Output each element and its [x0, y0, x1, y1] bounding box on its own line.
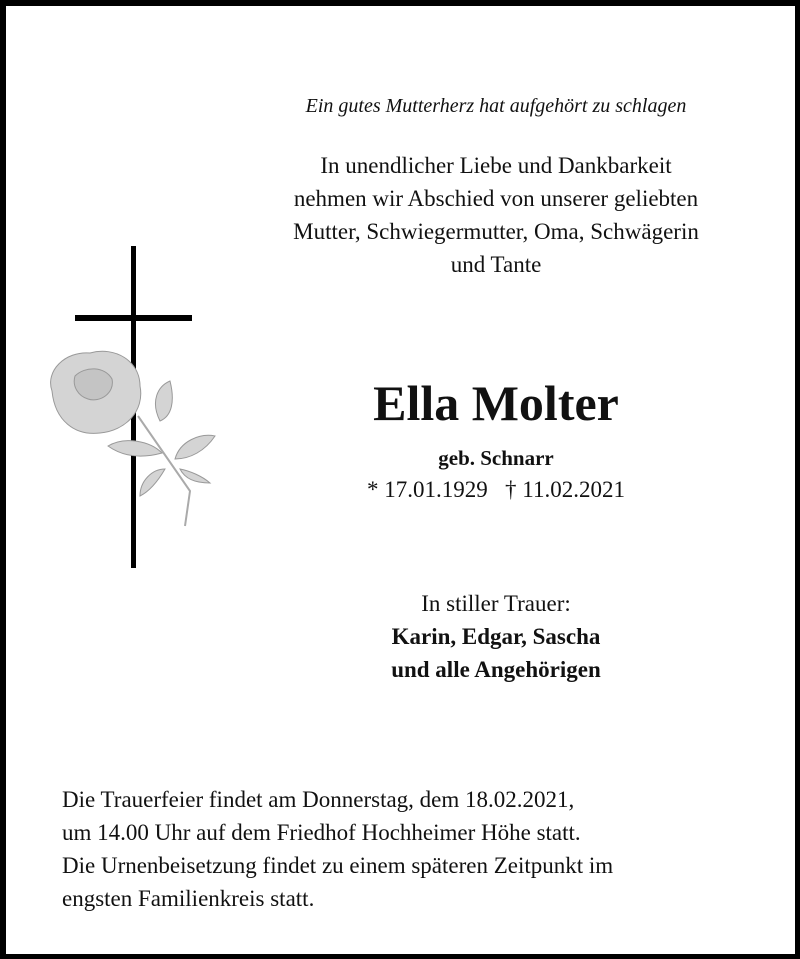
life-dates: * 17.01.1929 † 11.02.2021 — [367, 477, 625, 502]
intro-line: und Tante — [450, 252, 542, 277]
intro-line: Mutter, Schwiegermutter, Oma, Schwägerin — [293, 219, 699, 244]
deceased-name: Ella Molter — [373, 375, 619, 431]
rose-icon — [40, 341, 220, 531]
intro-line: In unendlicher Liebe und Dankbarkeit — [320, 153, 672, 178]
funeral-line: engsten Familienkreis statt. — [62, 886, 315, 911]
mourning-heading: In stiller Trauer: — [421, 591, 571, 616]
funeral-line: Die Trauerfeier findet am Donnerstag, dem 18.02.2021, — [62, 787, 575, 812]
funeral-line: Die Urnenbeisetzung findet zu einem späteren Zeitpunkt im — [62, 853, 614, 878]
intro-text — [246, 149, 746, 281]
funeral-info — [62, 783, 782, 915]
mourners — [246, 587, 746, 686]
cross-icon-bar — [75, 315, 192, 321]
funeral-line: um 14.00 Uhr auf dem Friedhof Hochheimer Höhe statt. — [62, 820, 581, 845]
mourner-line: und alle Angehörigen — [391, 657, 601, 682]
maiden-name: geb. Schnarr — [438, 446, 554, 470]
motto: Ein gutes Mutterherz hat aufgehört zu schlagen — [305, 95, 687, 117]
mourner-line: Karin, Edgar, Sascha — [391, 624, 601, 649]
intro-line: nehmen wir Abschied von unserer geliebten — [293, 186, 699, 211]
